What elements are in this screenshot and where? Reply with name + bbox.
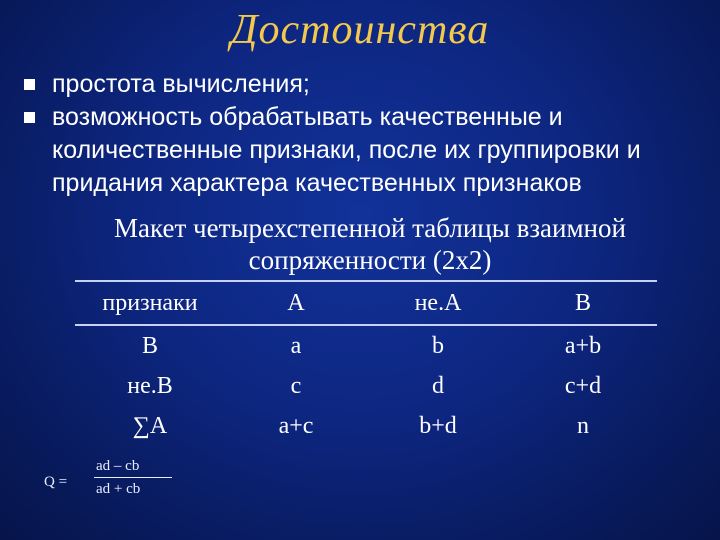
table-cell: c <box>290 372 302 399</box>
table-cell: a+b <box>564 332 602 359</box>
table-row <box>75 366 657 406</box>
table-header-cell: признаки <box>75 281 225 325</box>
bullet-text: простота вычисления; <box>52 70 310 98</box>
table-cell: b+d <box>419 412 457 439</box>
table-header-row <box>75 281 657 325</box>
formula-lhs: Q = <box>44 474 68 490</box>
square-bullet-icon <box>24 79 35 90</box>
formula-denominator: ad + cb <box>96 481 141 497</box>
table-header-cell: В <box>509 281 657 325</box>
table-cell: не.В <box>127 372 173 399</box>
contingency-table <box>75 280 657 446</box>
formula-fraction <box>94 458 174 498</box>
table-cell: a <box>290 332 302 359</box>
table-row <box>75 325 657 366</box>
bullet-item <box>22 101 702 200</box>
square-bullet-icon <box>24 112 35 123</box>
bullet-text: возможность обрабатывать качественные и количественные признаки, после их группировки и придания характера качественных признаков <box>52 103 641 197</box>
table-caption: Макет четырехстепенной таблицы взаимной сопряженности (2х2) <box>114 213 626 275</box>
table-cell: d <box>432 372 444 399</box>
formula-numerator: ad – cb <box>96 458 140 474</box>
bullet-item <box>22 68 702 101</box>
table-cell: c+d <box>564 372 602 399</box>
table-cell: n <box>577 412 589 439</box>
table-header-cell: не.А <box>367 281 509 325</box>
bullet-list <box>22 68 702 200</box>
table-row <box>75 406 657 446</box>
table-cell: ∑А <box>132 412 168 439</box>
table-cell: b <box>432 332 444 359</box>
table-header-cell: А <box>225 281 367 325</box>
slide-title: Достоинства <box>230 7 490 53</box>
fraction-bar <box>94 477 172 478</box>
table-cell: В <box>141 332 158 359</box>
table-cell: a+c <box>278 412 314 439</box>
